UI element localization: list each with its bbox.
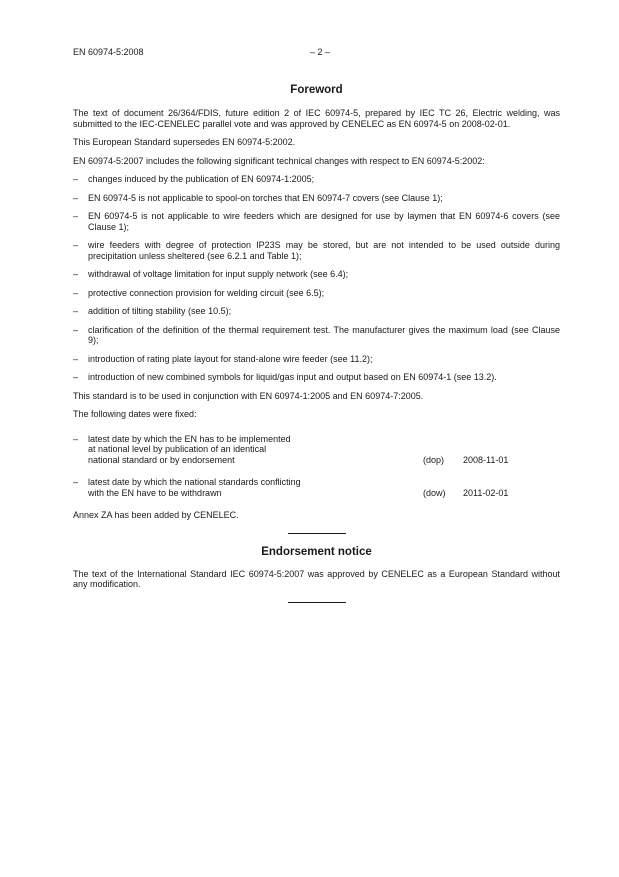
date-description-line: at national level by publication of an identical — [88, 444, 267, 454]
section-divider — [288, 602, 346, 603]
list-item-text: withdrawal of voltage limitation for input supply network (see 6.4); — [88, 269, 349, 279]
dash-bullet: – — [73, 269, 79, 279]
endorsement-title: Endorsement notice — [261, 545, 372, 558]
dash-bullet: – — [73, 353, 79, 364]
dash-bullet: – — [73, 211, 79, 221]
list-item-text: wire feeders with degree of protection IP23S may be stored, but are not intended to be used outside during precipitation unless sheltered (see 6.2.1 and Table 1); — [88, 240, 560, 261]
date-value: 2008-11-01 — [463, 454, 509, 465]
conjunction-statement: This standard is to be used in conjunction with EN 60974-1:2005 and EN 60974-7:2005. — [73, 390, 424, 401]
dates-intro: The following dates were fixed: — [73, 409, 197, 419]
list-item — [73, 354, 560, 365]
list-item — [73, 174, 560, 185]
list-item-text: introduction of new combined symbols for liquid/gas input and output based on EN 60974-1 (see 13.2). — [88, 372, 497, 382]
list-item-text: EN 60974-5 is not applicable to wire feeders which are designed for use by laymen that EN 60974-6 covers (see Clause 1); — [88, 211, 560, 232]
dash-bullet: – — [73, 477, 79, 487]
document-id: EN 60974-5:2008 — [73, 47, 144, 57]
foreword-intro: The text of document 26/364/FDIS, future edition 2 of IEC 60974-5, prepared by IEC TC 26, Electric welding, was submitted to the IEC-CENELEC parallel vote and was approved by CENELEC as EN 60974-5 on 2008-02-01. — [73, 108, 560, 129]
list-item — [73, 211, 560, 232]
endorsement-text: The text of the International Standard IEC 60974-5:2007 was approved by CENELEC as a European Standard without any modification. — [73, 568, 560, 589]
dash-bullet: – — [73, 433, 79, 444]
date-row-dow — [73, 477, 560, 498]
date-value: 2011-02-01 — [463, 487, 509, 498]
date-description-line: latest date by which the EN has to be implemented — [88, 433, 291, 444]
date-code: (dow) — [423, 487, 446, 498]
date-description-line: national standard or by endorsement — [88, 454, 235, 465]
supersedes-statement: This European Standard supersedes EN 60974-5:2002. — [73, 137, 296, 147]
list-item — [73, 269, 560, 280]
annex-statement: Annex ZA has been added by CENELEC. — [73, 510, 239, 520]
dash-bullet: – — [73, 287, 79, 298]
list-item-text: protective connection provision for welding circuit (see 6.5); — [88, 287, 325, 298]
changes-list — [73, 174, 560, 383]
list-item — [73, 240, 560, 261]
dash-bullet: – — [73, 240, 79, 250]
list-item — [73, 372, 560, 383]
list-item — [73, 325, 560, 346]
page-number: – 2 – — [309, 47, 331, 57]
dash-bullet: – — [73, 324, 79, 335]
date-description — [88, 434, 423, 466]
date-description — [88, 477, 423, 498]
page-content — [73, 84, 560, 615]
dash-bullet: – — [73, 306, 79, 316]
foreword-title: Foreword — [290, 84, 343, 96]
list-item-text: clarification of the definition of the thermal requirement test. The manufacturer gives the maximum load (see Clause 9); — [88, 324, 560, 345]
list-item — [73, 288, 560, 299]
dash-bullet: – — [73, 174, 79, 184]
date-description-line: latest date by which the national standards conflicting — [88, 477, 301, 487]
changes-intro: EN 60974-5:2007 includes the following significant technical changes with respect to EN 60974-5:2002: — [73, 155, 485, 166]
date-row-dop — [73, 434, 560, 466]
dash-bullet: – — [73, 192, 79, 203]
section-divider — [288, 533, 346, 534]
list-item-text: changes induced by the publication of EN 60974-1:2005; — [88, 174, 315, 184]
date-description-line: with the EN have to be withdrawn — [88, 487, 222, 498]
dash-bullet: – — [73, 372, 79, 382]
list-item — [73, 193, 560, 204]
date-code: (dop) — [423, 454, 445, 465]
list-item — [73, 306, 560, 317]
list-item-text: introduction of rating plate layout for stand-alone wire feeder (see 11.2); — [88, 353, 373, 364]
list-item-text: addition of tilting stability (see 10.5); — [88, 306, 232, 316]
dates-list — [73, 434, 560, 499]
list-item-text: EN 60974-5 is not applicable to spool-on torches that EN 60974-7 covers (see Clause 1); — [88, 192, 443, 203]
